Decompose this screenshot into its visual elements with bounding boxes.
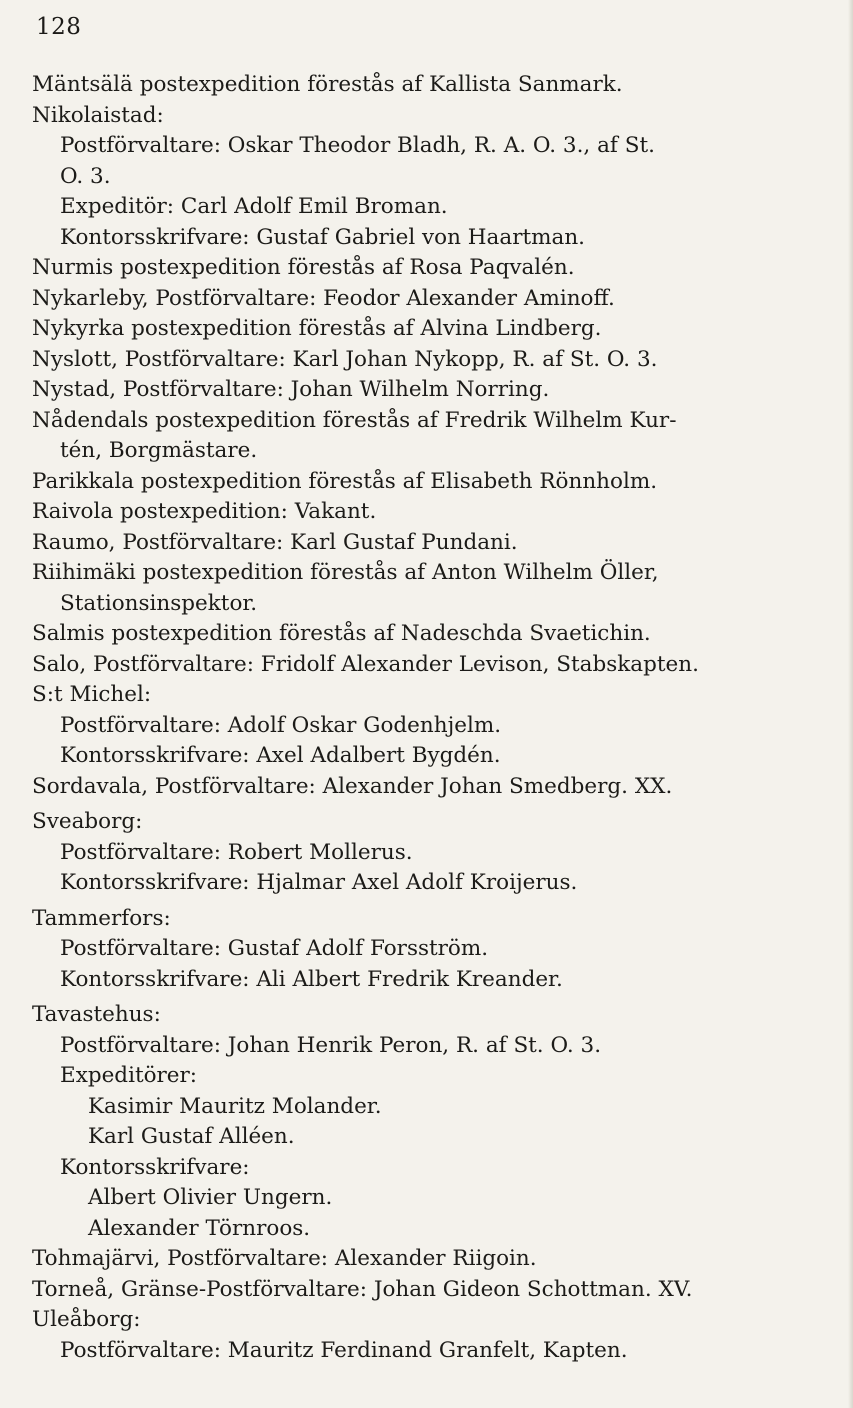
entry-line: Nurmis postexpedition förestås af Rosa Paqvalén. [32, 255, 575, 280]
entry-line: Postförvaltare: Johan Henrik Peron, R. af St. O. 3. [60, 1032, 602, 1058]
entry-line: Stationsinspektor. [60, 590, 258, 616]
entry-line: Postförvaltare: Mauritz Ferdinand Granfelt, Kapten. [60, 1337, 628, 1363]
entry-heading: Tavastehus: [32, 1002, 161, 1027]
entry-line: Karl Gustaf Alléen. [88, 1124, 295, 1149]
entry-line: Raumo, Postförvaltare: Karl Gustaf Pundani. [32, 529, 518, 555]
entry-heading: Nikolaistad: [32, 102, 164, 128]
entry-line: Postförvaltare: Gustaf Adolf Forsström. [60, 936, 489, 961]
entry-line: Kasimir Mauritz Molander. [88, 1093, 382, 1119]
entry-line: Raivola postexpedition: Vakant. [32, 499, 377, 524]
entry-line: Postförvaltare: Oskar Theodor Bladh, R. A. O. 3., af St. [60, 133, 655, 158]
entry-heading: Sveaborg: [32, 809, 143, 834]
entry-line: Kontorsskrifvare: Axel Adalbert Bygdén. [60, 743, 501, 768]
page-edge-shadow [848, 0, 853, 1408]
entry-line: Riihimäki postexpedition förestås af Anton Wilhelm Öller, [32, 560, 659, 585]
entry-line: Expeditör: Carl Adolf Emil Broman. [60, 194, 448, 219]
entry-line: Kontorsskrifvare: Gustaf Gabriel von Haartman. [60, 224, 585, 250]
entry-line: Albert Olivier Ungern. [88, 1185, 333, 1210]
entry-line: Kontorsskrifvare: Hjalmar Axel Adolf Kroijerus. [60, 870, 578, 895]
entry-line: Postförvaltare: Robert Mollerus. [60, 839, 413, 865]
page-number: 128 [36, 14, 82, 40]
entry-line: Salo, Postförvaltare: Fridolf Alexander Levison, Stabskapten. [32, 651, 699, 677]
entry-line: Sordavala, Postförvaltare: Alexander Johan Smedberg. XX. [32, 773, 673, 799]
entry-line: Nykyrka postexpedition förestås af Alvina Lindberg. [32, 316, 602, 341]
entry-line: Salmis postexpedition förestås af Nadeschda Svaetichin. [32, 621, 651, 646]
entry-line: Nådendals postexpedition förestås af Fredrik Wilhelm Kur- [32, 407, 677, 433]
entry-line: tén, Borgmästare. [60, 438, 258, 463]
entry-line: Kontorsskrifvare: Ali Albert Fredrik Kreander. [60, 966, 563, 992]
entry-heading: Tammerfors: [32, 905, 171, 931]
entry-subheading: Expeditörer: [60, 1063, 198, 1088]
entry-line: Nykarleby, Postförvaltare: Feodor Alexander Aminoff. [32, 285, 615, 311]
entry-line: Nyslott, Postförvaltare: Karl Johan Nykopp, R. af St. O. 3. [32, 346, 658, 372]
entry-heading: S:t Michel: [32, 682, 152, 707]
entry-subheading: Kontorsskrifvare: [60, 1154, 250, 1180]
entry-line: Parikkala postexpedition förestås af Elisabeth Rönnholm. [32, 468, 658, 494]
entry-line: Postförvaltare: Adolf Oskar Godenhjelm. [60, 712, 502, 738]
entry-line: Torneå, Gränse-Postförvaltare: Johan Gideon Schottman. XV. [32, 1276, 693, 1302]
entry-line: Alexander Törnroos. [88, 1215, 311, 1241]
entry-heading: Uleåborg: [32, 1307, 141, 1332]
entry-line: Nystad, Postförvaltare: Johan Wilhelm Norring. [32, 377, 550, 402]
entry-line: Tohmajärvi, Postförvaltare: Alexander Riigoin. [32, 1246, 537, 1271]
entry-line: O. 3. [60, 163, 111, 189]
entry-line: Mäntsälä postexpedition förestås af Kallista Sanmark. [32, 72, 623, 97]
directory-text [32, 70, 847, 1366]
